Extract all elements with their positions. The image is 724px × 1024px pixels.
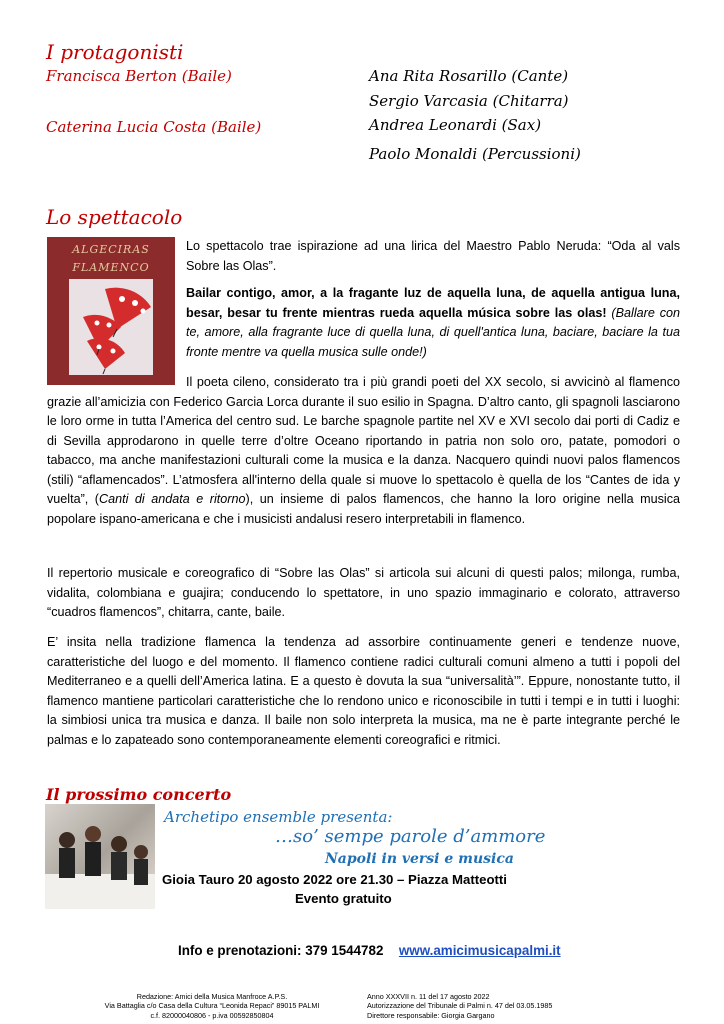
paragraph-2: Il repertorio musicale e coreografico di “Sobre las Olas” si articola sui alcuni di questi palos; milonga, rumba, vidalita, colombiana e guajira; conducendo lo spettatore, in uno spazio immaginario e colorato, attraverso “cuadros flamencos”, chitarra, cante, baile. xyxy=(47,566,680,619)
footer-address: Via Battaglia c/o Casa della Cultura “Leonida Repaci” 89015 PALMI xyxy=(104,1001,320,1011)
musicians-photo-illustration xyxy=(45,804,155,909)
concert-title: …so’ sempe parole d’ammore xyxy=(275,826,546,847)
performer-left-2: Caterina Lucia Costa (Baile) xyxy=(46,118,262,136)
paragraph-1-b: ), un insieme di palos flamencos, che hanno la loro origine nella musica popolare ispano-americana e che i musicisti andalusi resero interpretabili in flamenco. xyxy=(47,492,680,526)
prossimo-heading: Il prossimo concerto xyxy=(46,785,232,804)
concert-free: Evento gratuito xyxy=(295,891,392,906)
quote-block xyxy=(186,284,680,362)
poster-image xyxy=(47,237,175,385)
concert-date: Gioia Tauro 20 agosto 2022 ore 21.30 – Piazza Matteotti xyxy=(162,872,507,887)
performer-right-4: Paolo Monaldi (Percussioni) xyxy=(369,145,581,163)
performer-left-1: Francisca Berton (Baile) xyxy=(46,67,232,85)
performer-right-1: Ana Rita Rosarillo (Cante) xyxy=(369,67,569,85)
footer-left xyxy=(97,992,327,1020)
quote-italian: (Ballare con te, amore, alla fragrante luce di quella luna, di quell'antica luna, baciare, baciare la tua fronte mentre va quella musica sulle onde!) xyxy=(186,305,681,359)
protagonisti-heading: I protagonisti xyxy=(46,40,184,64)
ensemble-photo xyxy=(45,804,155,909)
footer-autorizzazione: Autorizzazione del Tribunale di Palmi n. 47 del 03.05.1985 xyxy=(367,1001,553,1011)
info-phone: Info e prenotazioni: 379 1544782 xyxy=(178,943,384,958)
footer-right xyxy=(367,992,607,1020)
footer-cf: c.f. 82000040806 - p.iva 00592850804 xyxy=(150,1010,274,1020)
paragraph-3: E’ insita nella tradizione flamenca la tendenza ad assorbire continuamente generi e tendenze nuove, caratteristiche del luogo e del momento. Il flamenco contiene radici culturali comuni almeno a tutti i popoli del Mediterraneo e a quelli dell’America latina. E a questo è dovuta la sua “universalità’”. Eppure, nonostante tutto, il flamenco mantiene particolari caratteristiche che lo rendono unico e riconoscibile in tutti i tempi e in tutti i luoghi: la simbiosi unica tra musica e danza. Il baile non solo interpreta la musica, ma ne è parte integrante perché le palmas e lo zapateado sono contemporaneamente elementi coreografici e ritmici. xyxy=(47,635,680,747)
footer-direttore: Direttore responsabile: Giorgia Gargano xyxy=(367,1010,495,1020)
website-link[interactable]: www.amicimusicapalmi.it xyxy=(398,943,561,958)
footer-redazione: Redazione: Amici della Musica Manfroce A.P.S. xyxy=(136,992,288,1001)
info-line xyxy=(178,943,561,958)
concert-subtitle: Napoli in versi e musica xyxy=(325,851,514,867)
footer-anno: Anno XXXVII n. 11 del 17 agosto 2022 xyxy=(367,992,490,1001)
performer-right-3: Andrea Leonardi (Sax) xyxy=(369,116,542,134)
paragraph-1-a: Il poeta cileno, considerato tra i più grandi poeti del XX secolo, si avvicinò al flamenco grazie all’amicizia con Federico Garcia Lorca durante il suo esilio in Spagna. D’altro canto, gli spagnoli lasciarono le loro orme in tutta l’America del centro sud. Le barche spagnole partite nel XV e XVI secolo dai porti di Cadiz e di Sevilla approdarono in quelle terre d’oltre Oceano riportando in patria non solo oro, patate, pomodori o tabacco, ma anche manifestazioni culturali come la musica e la danza. Nacquero quindi nuovi palos flamencos (stili) “aflamencados”. L’atmosfera all'interno della quale si muove lo spettacolo è quella de los “Cantes de ida y vuelta”, ( xyxy=(47,375,680,506)
paragraph-1 xyxy=(47,373,680,529)
poster-title-line1: ALGECIRAS xyxy=(72,243,150,256)
fan-illustration xyxy=(47,237,175,385)
intro-text: Lo spettacolo trae ispirazione ad una lirica del Maestro Pablo Neruda: “Oda al vals Sobre las Olas”. xyxy=(186,239,680,273)
paragraph-1-italic: Canti di andata e ritorno xyxy=(99,492,246,506)
spettacolo-heading: Lo spettacolo xyxy=(46,205,183,229)
concert-line-1: Archetipo ensemble presenta: xyxy=(164,808,393,826)
poster-title-line2: FLAMENCO xyxy=(72,261,150,274)
quote-spanish: Bailar contigo, amor, a la fragante luz de aquella luna, de aquella antigua luna, besar, besar tu frente mientras rueda aquella música sobre las olas! xyxy=(186,286,680,320)
performer-right-2: Sergio Varcasia (Chitarra) xyxy=(369,92,569,110)
